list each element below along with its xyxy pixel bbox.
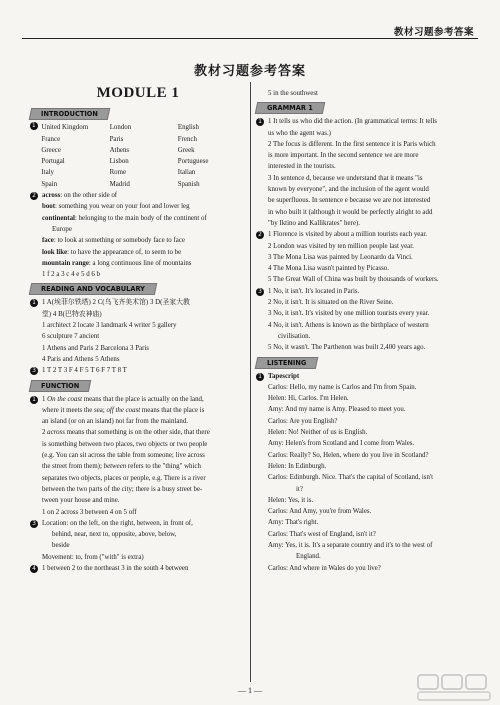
- exercise-3-answers: 1 f 2 a 3 c 4 e 5 d 6 b: [42, 271, 100, 279]
- answer-line: 1 T 2 T 3 F 4 F 5 T 6 F 7 T 8 T: [42, 367, 127, 375]
- speaker-name: Amy: [268, 440, 282, 448]
- country-cell: Spain: [41, 180, 58, 188]
- speech-text: : Edinburgh. Nice. That's the capital of Scotland, isn't: [286, 474, 434, 482]
- number-badge: 3: [30, 367, 38, 375]
- vocab-definition: : belonging to the main body of the continent of: [74, 214, 207, 222]
- number-badge: 1: [30, 299, 38, 307]
- section-banner-introduction: INTRODUCTION: [29, 108, 110, 120]
- speaker-name: Carlos: [268, 383, 286, 391]
- speaker-name: Carlos: [268, 508, 286, 516]
- country-cell: Paris: [109, 135, 124, 143]
- country-cell: Athens: [109, 146, 130, 154]
- answer-line: tween your house and mine.: [42, 497, 120, 505]
- country-cell: Italy: [41, 169, 55, 177]
- answer-line: separates two objects, places or people, e.g. There is a river: [42, 474, 206, 482]
- vocab-entry: [30, 190, 246, 201]
- dialogue-line: [256, 382, 474, 393]
- number-badge: 3: [30, 520, 38, 528]
- page-title: 教材习题参考答案: [193, 64, 306, 79]
- vocab-word: look like: [42, 248, 68, 256]
- answer-line: 5 in the southwest: [268, 90, 318, 97]
- country-cell: English: [177, 124, 199, 132]
- country-cell: Italian: [177, 169, 196, 177]
- country-row: [30, 134, 246, 145]
- country-row: [30, 122, 246, 133]
- tapescript-label: Tapescript: [268, 372, 300, 380]
- answer-line: 3 No, it isn't. It's visited by one million tourists every year.: [268, 310, 430, 318]
- vocab-entry: [30, 247, 246, 258]
- answer-line: 堂) 4 B(巴特农神庙): [42, 310, 102, 318]
- dialogue: [256, 382, 474, 574]
- speech-text: : That's right.: [281, 519, 319, 527]
- vocab-entry: [30, 224, 246, 235]
- country-cell: Rome: [109, 169, 127, 177]
- speech-text: : Helen's from Scotland and I come from Wales.: [281, 440, 415, 448]
- number-badge: 1: [256, 118, 264, 126]
- answer-line: 5 No, it wasn't. The Parthenon was built 2,400 years ago.: [268, 344, 426, 352]
- answer-line: between the two parts of the city; there is a busy street be-: [42, 485, 203, 493]
- vocab-entry: [30, 258, 246, 269]
- vocab-entry: [30, 201, 246, 212]
- section-banner-reading: READING AND VOCABULARY: [29, 283, 158, 295]
- section-banner-grammar: GRAMMAR 1: [255, 102, 325, 114]
- speech-text: : And Amy, you're from Wales.: [286, 508, 372, 516]
- dialogue-line: [256, 461, 474, 472]
- speech-text: : Hi, Carlos. I'm Helen.: [284, 395, 349, 403]
- country-row: [30, 179, 246, 190]
- vocab-entry: [30, 235, 246, 246]
- country-cell: France: [41, 135, 61, 143]
- answer-line: 1 A(埃菲尔铁塔) 2 C(乌飞齐美术馆) 3 D(圣家大教: [42, 299, 190, 307]
- answer-line: 6 sculpture 7 ancient: [42, 333, 100, 341]
- country-cell: London: [109, 124, 132, 132]
- speech-text: it?: [296, 485, 303, 493]
- dialogue-line: [256, 484, 474, 495]
- speech-text: : No! Neither of us is English.: [284, 429, 368, 437]
- country-cell: Madrid: [109, 180, 130, 188]
- watermark-logo: [416, 672, 494, 702]
- answer-line: 4 No, it isn't. Athens is known as the birthplace of western: [268, 321, 429, 329]
- answer-line: interested in the tourists.: [268, 163, 336, 171]
- speaker-name: Helen: [268, 395, 285, 403]
- country-cell: French: [177, 135, 197, 143]
- answer-line: (e.g. You can sit across the table from someone; live across: [42, 452, 205, 460]
- dialogue-line: [256, 438, 474, 449]
- answer-line: us who the agent was.): [268, 129, 331, 137]
- speaker-name: Carlos: [268, 451, 286, 459]
- answer-line: is more important. In the second sentence we are more: [268, 152, 419, 160]
- speech-text: England.: [296, 553, 321, 561]
- dialogue-line: [256, 529, 474, 540]
- speech-text: : In Edinburgh.: [284, 462, 327, 470]
- answer-line: 1 architect 2 locate 3 landmark 4 writer 5 gallery: [42, 322, 177, 330]
- number-badge: 2: [30, 192, 38, 200]
- country-cell: Portuguese: [177, 158, 209, 166]
- country-cell: Greece: [41, 146, 61, 154]
- number-badge: 2: [256, 231, 264, 239]
- section-banner-listening: LISTENING: [255, 357, 319, 369]
- dialogue-line: [256, 517, 474, 528]
- country-cell: Greek: [177, 146, 195, 154]
- speech-text: : Yes, it is.: [284, 496, 314, 504]
- answer-line: be superfluous. In sentence e because we are not interested: [268, 197, 431, 205]
- speech-text: : Yes, it is. It's a separate country and it's to the west of: [281, 541, 433, 549]
- speech-text: : That's west of England, isn't it?: [286, 530, 376, 538]
- dialogue-line: [256, 472, 474, 483]
- speaker-name: Carlos: [268, 530, 286, 538]
- vocab-word: mountain range: [42, 259, 89, 267]
- speaker-name: Amy: [268, 406, 282, 414]
- right-column: 5 in the southwest GRAMMAR 1 1 1 It tells us who did the action. (In grammatical terms: It tells us who the agent was.) 2 The focus is different. In the first sentence it is Paris which is more important. In the second sentence we are more interested in the tourists. 3 In sentence d, because we understand that it means "is known by everyone", and the inclusion of the agent would be superfluous. In sentence e because we are not interested in who built it (although it would be perfectly alright to add "by Iktino and Kallikrates" here). 2 1 Florence is visited by about a million tourists each year. 2 London was visited by ten million people last year. 3 The Mona Lisa was painted by Leonardo da Vinci. 4 The Mona Lisa wasn't painted by Picasso. 5 The Great Wall of China was built by thousands of workers. 3 1 No, it isn't. It's located in Paris. 2 No, it isn't. It is situated on the River Seine. 3 No, it isn't. It's visited by one million tourists every year. 4 No, it isn't. Athens is known as the birthplace of western civilisation. 5 No, it wasn't. The Parthenon was built 2,400 years ago. LISTENING 1 Tapescript Carlos: Hello, my name is Carlos and I'm from Spain. Helen: Hi, Carlos. I'm Helen. Amy: And my name is Amy. Pleased to meet you. Carlos: Are you English? Helen: No! Neither of us is English. Amy: Helen's from Scotland and I come from Wales. Carlos: Really? So, Helen, where do you live in Scotland? Helen: In Edinburgh. Carlos: Edinburgh. Nice. That's the capital of Scotland, isn't it? Helen: Yes, it is. Carlos: And Amy, you're from Wales. Amy: That's right. Carlos: That's west of England, isn't it? Amy: Yes, it is. It's a separate country and it's to the west of England. Carlos: And where in Wales do you live?: [256, 78, 474, 574]
- module-heading: MODULE 1: [96, 85, 180, 101]
- speaker-name: Helen: [268, 462, 285, 470]
- dialogue-line: [256, 416, 474, 427]
- speaker-name: Carlos: [268, 417, 286, 425]
- vocab-word: across: [42, 192, 61, 200]
- country-row: [30, 167, 246, 178]
- vocab-definition: : on the other side of: [60, 192, 118, 200]
- dialogue-line: [256, 551, 474, 562]
- speaker-name: Carlos: [268, 474, 286, 482]
- country-table: [30, 122, 246, 190]
- answer-line: Movement: to, from ("with" is extra): [42, 553, 144, 561]
- vocab-entry: [30, 213, 246, 224]
- country-row: [30, 156, 246, 167]
- vocab-list: [30, 190, 246, 269]
- vocab-definition: : something you wear on your foot and lower leg: [55, 203, 190, 211]
- vocab-definition: Europe: [52, 225, 72, 233]
- country-cell: Spanish: [177, 180, 200, 188]
- answer-line: 2 The focus is different. In the first sentence it is Paris which: [268, 140, 436, 148]
- answer-line: 2 No, it isn't. It is situated on the River Seine.: [268, 299, 394, 307]
- dialogue-line: [256, 540, 474, 551]
- answer-line: "by Iktino and Kallikrates" here).: [268, 219, 360, 227]
- speech-text: : And where in Wales do you live?: [286, 564, 381, 572]
- country-cell: Portugal: [41, 158, 65, 166]
- vocab-definition: : a long continuous line of mountains: [88, 259, 192, 267]
- dialogue-line: [256, 393, 474, 404]
- dialogue-line: [256, 427, 474, 438]
- answer-line: 1 on 2 across 3 between 4 on 5 off: [42, 508, 137, 516]
- speaker-name: Helen: [268, 496, 285, 504]
- answer-line: 5 The Great Wall of China was built by thousands of workers.: [268, 276, 439, 284]
- page-number: — 1 —: [238, 686, 262, 695]
- speech-text: : Really? So, Helen, where do you live in Scotland?: [286, 451, 429, 459]
- vocab-definition: : to have the appearance of, to seem to be: [67, 248, 182, 256]
- dialogue-line: [256, 450, 474, 461]
- dialogue-line: [256, 563, 474, 574]
- answer-line: 4 The Mona Lisa wasn't painted by Picasso.: [268, 265, 389, 273]
- dialogue-line: [256, 506, 474, 517]
- country-cell: United Kingdom: [41, 124, 89, 132]
- answer-line: 3 In sentence d, because we understand that it means "is: [268, 174, 423, 182]
- number-badge: 1: [31, 122, 36, 130]
- answer-line: 3 The Mona Lisa was painted by Leonardo da Vinci.: [268, 253, 413, 261]
- answer-line: 1 Athens and Paris 2 Barcelona 3 Paris: [42, 344, 149, 352]
- dialogue-line: [256, 495, 474, 506]
- number-badge: 1: [256, 373, 264, 381]
- answer-line: 2 London was visited by ten million people last year.: [268, 242, 414, 250]
- answer-line: is something between two places, two objects or two people: [42, 440, 208, 448]
- speech-text: : Are you English?: [286, 417, 338, 425]
- vocab-definition: : to look at something or somebody face to face: [53, 237, 185, 245]
- vocab-word: face: [42, 237, 54, 245]
- header-title: 教材习题参考答案: [393, 27, 474, 38]
- header-rule: [22, 38, 478, 39]
- answer-line: known by everyone", and the inclusion of the agent would: [268, 186, 429, 194]
- vocab-word: boot: [42, 203, 56, 211]
- speaker-name: Helen: [268, 429, 285, 437]
- left-column: MODULE 1 INTRODUCTION 1 United Kingdom London English France Paris French Greece Athens Greek Portugal Lisbon Portuguese Italy Rome Italian Spain Madrid Spanish 2 across: on the other side of boot: something you wear on your foot and lower leg continental: belonging to the main body of the continent of Europe face: to look at something or somebody face to face look like: to have the appearance of, to seem to be mountain range: a long continuous line of mountains 1 f 2 a 3 c 4 e 5 d 6 b READING AND VOCABULARY 1 1 A(埃菲尔铁塔) 2 C(乌飞齐美术馆) 3 D(圣家大教 堂) 4 B(巴特农神庙) 1 architect 2 locate 3 landmark 4 writer 5 gallery 6 sculpture 7 ancient 1 Athens and Paris 2 Barcelona 3 Paris 4 Paris and Athens 5 Athens 3 1 T 2 T 3 F 4 F 5 T 6 F 7 T 8 T FUNCTION 1 1 On the coast means that the place is actually on the land, where it meets the sea; off the coast means that the place is an island (or on an island) not far from the mainland. 2 across means that something is on the other side, that there is something between two places, two objects or two people (e.g. You can sit across the table from someone; live across the street from them); between refers to the "thing" which separates two objects, places or people, e.g. There is a river between the two parts of the city; there is a busy street be- tween your house and mine. 1 on 2 across 3 between 4 on 5 off 3 Location: on the left, on the right, between, in front of, behind, near, next to, opposite, above, below, beside Movement: to, from ("with" is extra) 4 1 between 2 to the northeast 3 in the south 4 between: [30, 78, 246, 574]
- answer-line: behind, near, next to, opposite, above, below,: [52, 531, 177, 539]
- section-banner-function: FUNCTION: [29, 380, 92, 392]
- answer-line: 4 Paris and Athens 5 Athens: [42, 355, 120, 363]
- speaker-name: Carlos: [268, 564, 286, 572]
- country-cell: Lisbon: [109, 158, 129, 166]
- number-badge: 4: [30, 565, 38, 573]
- answer-line: civilisation.: [278, 332, 311, 340]
- country-row: [30, 145, 246, 156]
- speaker-name: Amy: [268, 519, 282, 527]
- number-badge: 1: [30, 396, 38, 404]
- speech-text: : Hello, my name is Carlos and I'm from Spain.: [286, 383, 417, 391]
- answer-line: beside: [52, 542, 70, 550]
- number-badge: 3: [256, 288, 264, 296]
- vocab-word: continental: [42, 214, 75, 222]
- column-divider: [250, 82, 251, 682]
- answer-line: in who built it (although it would be perfectly alright to add: [268, 208, 433, 216]
- dialogue-line: [256, 404, 474, 415]
- speaker-name: Amy: [268, 541, 282, 549]
- speech-text: : And my name is Amy. Pleased to meet you.: [281, 406, 406, 414]
- answer-line: an island (or on an island) not far from the mainland.: [42, 418, 189, 426]
